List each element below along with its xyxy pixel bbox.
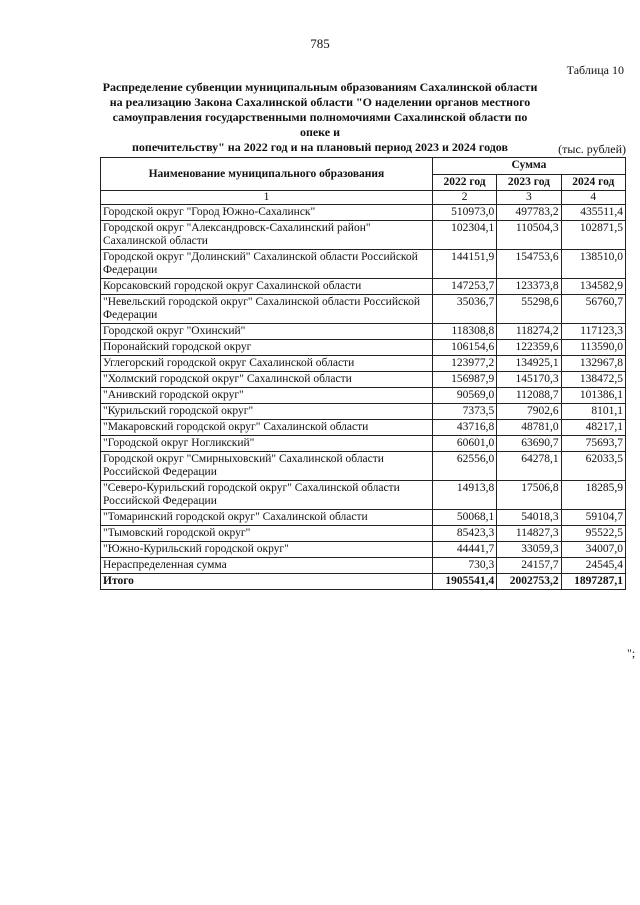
municipality-name: "Невельский городской округ" Сахалинской области Российской Федерации xyxy=(101,295,433,324)
municipality-name: Городской округ "Смирныховский" Сахалинской области Российской Федерации xyxy=(101,452,433,481)
table-row xyxy=(101,452,626,481)
table-row xyxy=(101,324,626,340)
table-row xyxy=(101,526,626,542)
table-row xyxy=(101,481,626,510)
value-2022: 60601,0 xyxy=(432,436,496,452)
total-row xyxy=(101,574,626,590)
value-2023: 54018,3 xyxy=(497,510,561,526)
value-2022: 50068,1 xyxy=(432,510,496,526)
value-2022: 144151,9 xyxy=(432,250,496,279)
value-2023: 123373,8 xyxy=(497,279,561,295)
municipality-name: Корсаковский городской округ Сахалинской области xyxy=(101,279,433,295)
value-2024: 102871,5 xyxy=(561,221,625,250)
value-2023: 63690,7 xyxy=(497,436,561,452)
value-2022: 85423,3 xyxy=(432,526,496,542)
header-2024: 2024 год xyxy=(561,174,625,191)
table-row xyxy=(101,340,626,356)
table-row xyxy=(101,436,626,452)
municipality-name: Городской округ "Долинский" Сахалинской области Российской Федерации xyxy=(101,250,433,279)
value-2023: 145170,3 xyxy=(497,372,561,388)
value-2024: 59104,7 xyxy=(561,510,625,526)
municipality-name: "Анивский городской округ" xyxy=(101,388,433,404)
value-2023: 24157,7 xyxy=(497,558,561,574)
header-2022: 2022 год xyxy=(432,174,496,191)
value-2022: 62556,0 xyxy=(432,452,496,481)
title-line: попечительству" на 2022 год и на плановый период 2023 и 2024 годов xyxy=(132,140,508,154)
value-2023: 114827,3 xyxy=(497,526,561,542)
table-row xyxy=(101,420,626,436)
municipality-name: "Южно-Курильский городской округ" xyxy=(101,542,433,558)
value-2024: 95522,5 xyxy=(561,526,625,542)
value-2024: 138510,0 xyxy=(561,250,625,279)
column-index: 2 xyxy=(432,191,496,205)
value-2023: 112088,7 xyxy=(497,388,561,404)
value-2022: 147253,7 xyxy=(432,279,496,295)
value-2024: 132967,8 xyxy=(561,356,625,372)
value-2023: 64278,1 xyxy=(497,452,561,481)
total-2022: 1905541,4 xyxy=(432,574,496,590)
municipality-name: Поронайский городской округ xyxy=(101,340,433,356)
table-row xyxy=(101,404,626,420)
table-body xyxy=(101,205,626,574)
value-2022: 14913,8 xyxy=(432,481,496,510)
table-label: Таблица 10 xyxy=(566,63,624,77)
value-2023: 110504,3 xyxy=(497,221,561,250)
column-index: 1 xyxy=(101,191,433,205)
municipality-name: "Макаровский городской округ" Сахалинской области xyxy=(101,420,433,436)
table-row xyxy=(101,295,626,324)
value-2023: 154753,6 xyxy=(497,250,561,279)
value-2022: 510973,0 xyxy=(432,205,496,221)
value-2022: 90569,0 xyxy=(432,388,496,404)
table-row xyxy=(101,279,626,295)
value-2024: 113590,0 xyxy=(561,340,625,356)
value-2022: 730,3 xyxy=(432,558,496,574)
title-line: на реализацию Закона Сахалинской области "О наделении органов местного xyxy=(109,95,531,109)
value-2023: 497783,2 xyxy=(497,205,561,221)
total-label: Итого xyxy=(101,574,433,590)
municipality-name: Нераспределенная сумма xyxy=(101,558,433,574)
table-row xyxy=(101,221,626,250)
value-2022: 156987,9 xyxy=(432,372,496,388)
municipality-name: Городской округ "Александровск-Сахалинский район" Сахалинской области xyxy=(101,221,433,250)
table-row xyxy=(101,388,626,404)
value-2024: 75693,7 xyxy=(561,436,625,452)
value-2023: 134925,1 xyxy=(497,356,561,372)
value-2024: 18285,9 xyxy=(561,481,625,510)
header-name: Наименование муниципального образования xyxy=(101,158,433,191)
total-2023: 2002753,2 xyxy=(497,574,561,590)
municipality-name: Углегорский городской округ Сахалинской области xyxy=(101,356,433,372)
value-2024: 134582,9 xyxy=(561,279,625,295)
value-2022: 43716,8 xyxy=(432,420,496,436)
municipality-name: "Холмский городской округ" Сахалинской области xyxy=(101,372,433,388)
page-number: 785 xyxy=(310,36,330,51)
value-2024: 34007,0 xyxy=(561,542,625,558)
value-2024: 62033,5 xyxy=(561,452,625,481)
closing-quote: "; xyxy=(627,646,636,660)
municipality-name: "Томаринский городской округ" Сахалинской области xyxy=(101,510,433,526)
municipality-name: "Курильский городской округ" xyxy=(101,404,433,420)
value-2023: 118274,2 xyxy=(497,324,561,340)
subvention-table xyxy=(100,157,626,590)
table-row xyxy=(101,558,626,574)
table-row xyxy=(101,510,626,526)
column-index: 3 xyxy=(497,191,561,205)
value-2022: 7373,5 xyxy=(432,404,496,420)
table-row xyxy=(101,356,626,372)
title-line: самоуправления государственными полномочиями Сахалинской области по опеке и xyxy=(112,110,528,139)
value-2022: 118308,8 xyxy=(432,324,496,340)
header-sum: Сумма xyxy=(432,158,625,175)
value-2023: 33059,3 xyxy=(497,542,561,558)
value-2022: 44441,7 xyxy=(432,542,496,558)
value-2022: 35036,7 xyxy=(432,295,496,324)
column-index: 4 xyxy=(561,191,625,205)
value-2023: 7902,6 xyxy=(497,404,561,420)
municipality-name: Городской округ "Город Южно-Сахалинск" xyxy=(101,205,433,221)
table-row xyxy=(101,542,626,558)
value-2023: 55298,6 xyxy=(497,295,561,324)
value-2024: 24545,4 xyxy=(561,558,625,574)
value-2024: 435511,4 xyxy=(561,205,625,221)
table-row xyxy=(101,372,626,388)
total-2024: 1897287,1 xyxy=(561,574,625,590)
value-2024: 56760,7 xyxy=(561,295,625,324)
municipality-name: "Северо-Курильский городской округ" Сахалинской области Российской Федерации xyxy=(101,481,433,510)
column-index-row xyxy=(101,191,626,205)
value-2024: 138472,5 xyxy=(561,372,625,388)
value-2022: 102304,1 xyxy=(432,221,496,250)
value-2023: 48781,0 xyxy=(497,420,561,436)
value-2024: 117123,3 xyxy=(561,324,625,340)
table-row xyxy=(101,205,626,221)
value-2024: 101386,1 xyxy=(561,388,625,404)
municipality-name: Городской округ "Охинский" xyxy=(101,324,433,340)
value-2022: 123977,2 xyxy=(432,356,496,372)
value-2024: 48217,1 xyxy=(561,420,625,436)
value-2022: 106154,6 xyxy=(432,340,496,356)
value-2023: 17506,8 xyxy=(497,481,561,510)
title-line: Распределение субвенции муниципальным образованиям Сахалинской области xyxy=(102,80,538,94)
value-2023: 122359,6 xyxy=(497,340,561,356)
units-label: (тыс. рублей) xyxy=(558,142,626,156)
municipality-name: "Тымовский городской округ" xyxy=(101,526,433,542)
table-row xyxy=(101,250,626,279)
document-title xyxy=(100,80,540,155)
municipality-name: "Городской округ Ногликский" xyxy=(101,436,433,452)
header-2023: 2023 год xyxy=(497,174,561,191)
value-2024: 8101,1 xyxy=(561,404,625,420)
